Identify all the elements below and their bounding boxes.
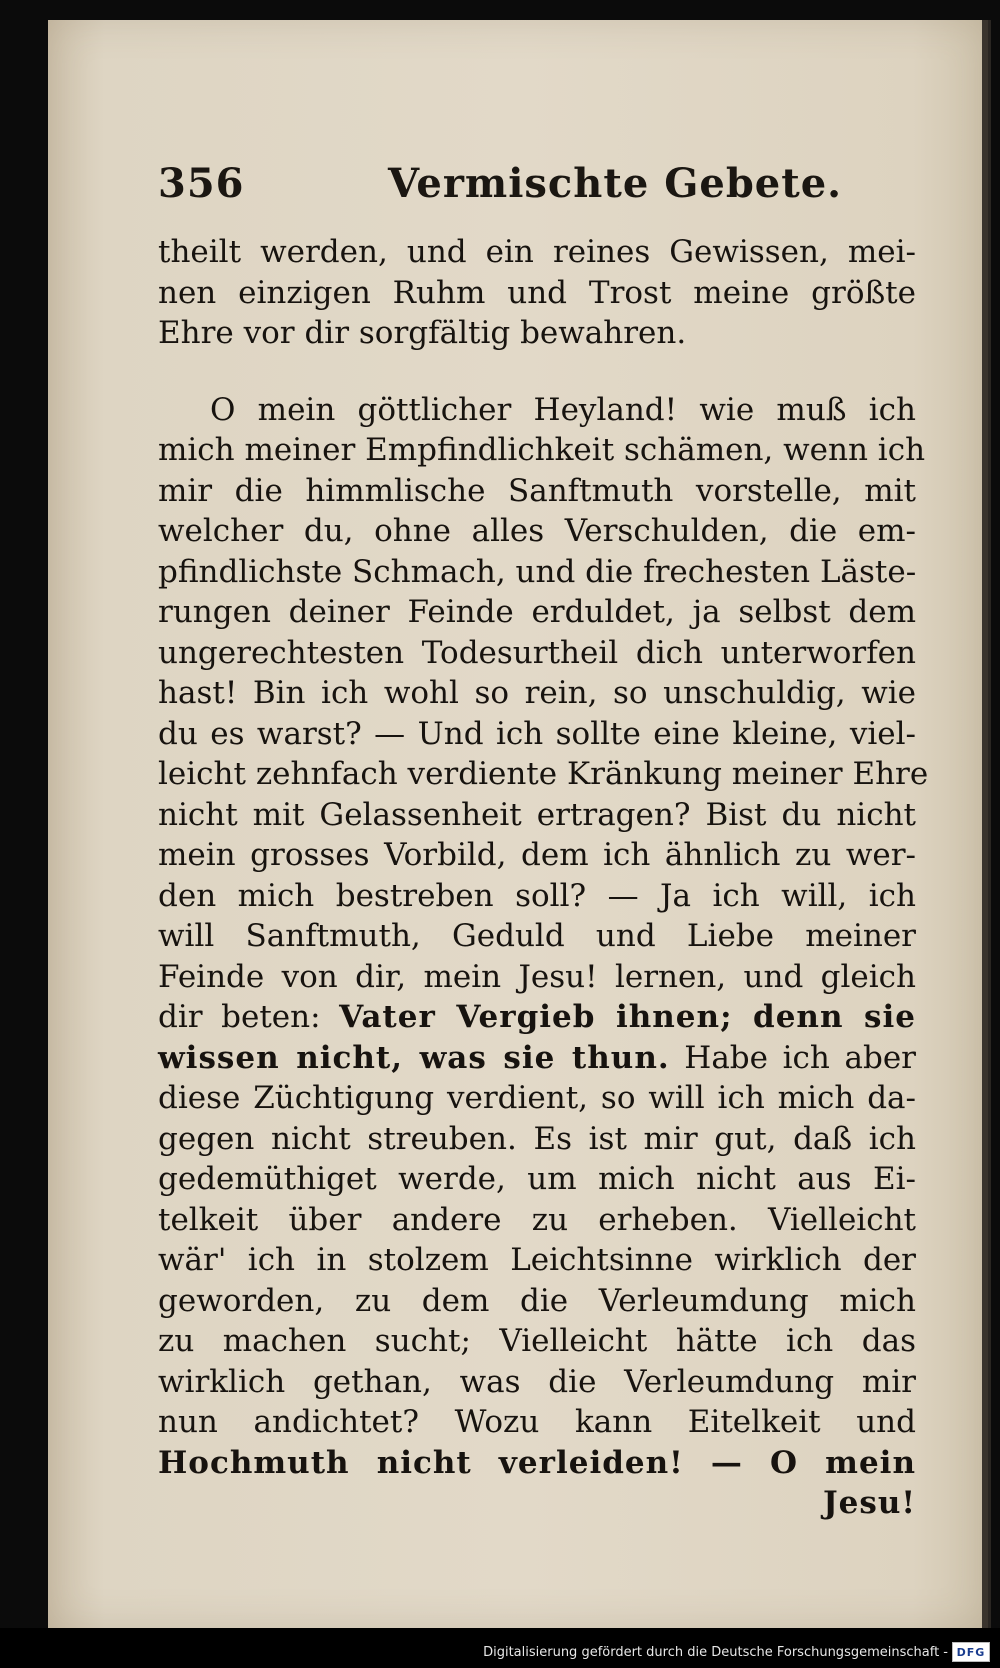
footer-bar	[0, 1628, 1000, 1668]
footer-credit: Digitalisierung gefördert durch die Deutsche Forschungsgemeinschaft -	[483, 1645, 948, 1660]
text-line: Feinde von dir, mein Jesu! lernen, und gleich	[158, 958, 916, 995]
text-line: hast! Bin ich wohl so rein, so unschuldig, wie	[158, 675, 916, 711]
text-line: ungerechtesten Todesurtheil dich unterworfen	[158, 634, 916, 671]
text-line: nen einzigen Ruhm und Trost meine größte	[158, 274, 916, 311]
text-line: Hochmuth nicht verleiden! — O mein	[158, 1444, 916, 1481]
paragraph-2	[158, 390, 929, 1524]
text-line: mir die himmlische Sanftmuth vorstelle, mit	[158, 472, 916, 509]
running-title: Vermischte Gebete.	[388, 160, 843, 207]
text-line: diese Züchtigung verdient, so will ich mich da-	[158, 1080, 916, 1116]
text-line: O mein göttlicher Heyland! wie muß ich	[210, 391, 916, 428]
emphasized-quote: Vater Vergieb ihnen; denn sie	[339, 999, 916, 1035]
dfg-logo-icon: DFG	[952, 1642, 990, 1662]
text-line: mein grosses Vorbild, dem ich ähnlich zu wer-	[158, 837, 916, 873]
text-line: rungen deiner Feinde erduldet, ja selbst dem	[158, 594, 916, 630]
text-line: theilt werden, und ein reines Gewissen, mei-	[158, 234, 916, 270]
page-edge	[982, 20, 988, 1628]
text-line: nicht mit Gelassenheit ertragen? Bist du nicht	[158, 796, 916, 833]
text-line: geworden, zu dem die Verleumdung mich	[158, 1282, 916, 1319]
text-line: mich meiner Empfindlichkeit schämen, wenn ich	[158, 432, 926, 468]
text-run: Habe ich aber	[669, 1039, 916, 1076]
emphasized-quote: wissen nicht, was sie thun.	[158, 1039, 670, 1076]
text-line: gegen nicht streuben. Es ist mir gut, daß ich	[158, 1120, 916, 1157]
page-number: 356	[158, 160, 245, 207]
text-line: leicht zehnfach verdiente Kränkung meiner Ehre	[158, 756, 929, 792]
text-line: welcher du, ohne alles Verschulden, die em-	[158, 513, 916, 549]
text-line: will Sanftmuth, Geduld und Liebe meiner	[158, 918, 916, 954]
text-run: dir beten:	[158, 999, 340, 1035]
text-line: wär' ich in stolzem Leichtsinne wirklich der	[158, 1242, 916, 1278]
text-line: telkeit über andere zu erheben. Vielleicht	[158, 1201, 916, 1238]
text-line: zu machen sucht; Vielleicht hätte ich das	[158, 1323, 916, 1359]
paragraph-1	[158, 232, 916, 354]
text-line: du es warst? — Und ich sollte eine kleine, viel-	[158, 715, 916, 752]
text-line: gedemüthiget werde, um mich nicht aus Ei-	[158, 1161, 916, 1197]
body-text	[158, 232, 929, 1524]
catchword: Jesu!	[823, 1485, 916, 1521]
text-line-mixed	[158, 1038, 916, 1079]
text-line: nun andichtet? Wozu kann Eitelkeit und	[158, 1404, 916, 1440]
text-line: wirklich gethan, was die Verleumdung mir	[158, 1363, 916, 1400]
text-line: Ehre vor dir sorgfältig bewahren.	[158, 315, 687, 351]
text-line-mixed	[158, 997, 916, 1038]
text-line: den mich bestreben soll? — Ja ich will, ich	[158, 877, 916, 914]
book-page	[48, 20, 991, 1628]
paragraph-gap	[158, 354, 916, 390]
running-head	[158, 160, 888, 220]
text-line: pfindlichste Schmach, und die frechesten Läste-	[158, 553, 917, 590]
